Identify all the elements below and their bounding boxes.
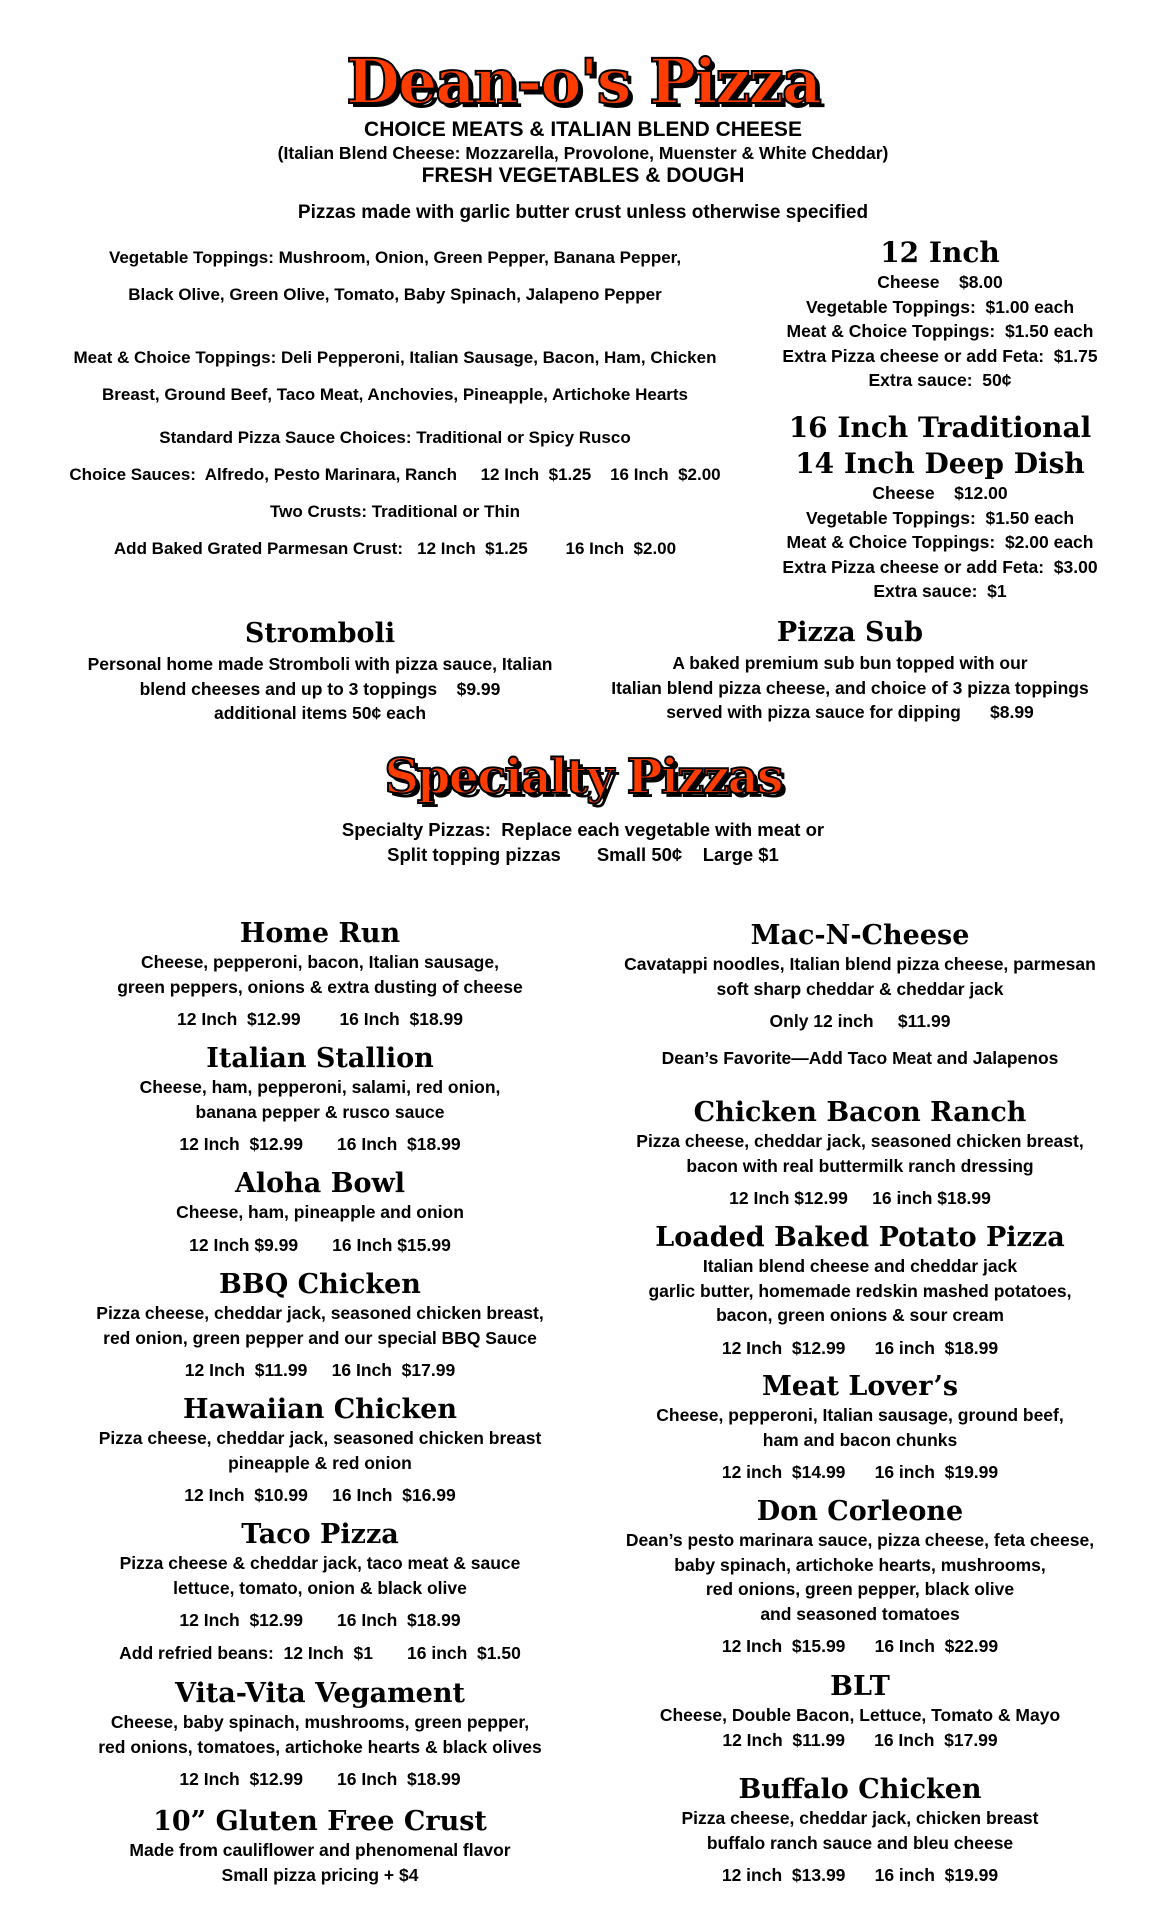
item-title: Mac-N-Cheese	[750, 920, 970, 951]
logo: Dean-o's Pizza	[346, 45, 820, 118]
item-price-line: Add refried beans: 12 Inch $1 16 inch $1.50	[119, 1642, 521, 1663]
item-desc-line: and seasoned tomatoes	[760, 1603, 960, 1624]
size-12-title: 12 Inch	[880, 236, 1000, 269]
stromboli-line: additional items 50¢ each	[213, 703, 427, 723]
item-price-line: 12 Inch $10.99 16 Inch $16.99	[184, 1485, 456, 1505]
item-desc	[590, 1254, 1130, 1360]
left-item	[60, 1394, 580, 1508]
right-item	[590, 1671, 1130, 1752]
left-item	[60, 1806, 580, 1887]
item-title: Chicken Bacon Ranch	[693, 1097, 1027, 1128]
left-item	[60, 1043, 580, 1157]
item-price-line: 12 inch $14.99 16 inch $19.99	[721, 1462, 999, 1482]
item-title: Aloha Bowl	[234, 1168, 406, 1199]
item-desc	[60, 1838, 580, 1887]
item-title: Home Run	[239, 918, 401, 949]
item-title: 10” Gluten Free Crust	[153, 1806, 487, 1837]
specialty-note-line: Specialty Pizzas: Replace each vegetable with meat or	[341, 819, 825, 840]
item-title: BLT	[830, 1671, 890, 1702]
item-desc-line: Cheese, pepperoni, bacon, Italian sausage,	[141, 952, 499, 972]
item-title: Italian Stallion	[206, 1043, 434, 1074]
item-price-line: 12 Inch $12.99 16 Inch $18.99	[179, 1610, 461, 1630]
stromboli-line: blend cheeses and up to 3 toppings $9.99	[139, 678, 501, 699]
item-title: Buffalo Chicken	[738, 1774, 982, 1805]
size-14-deep-title: 14 Inch Deep Dish	[795, 447, 1085, 480]
size-16-title: 16 Inch Traditional	[788, 411, 1092, 444]
header-line-4: Pizzas made with garlic butter crust unless otherwise specified	[297, 202, 869, 223]
item-desc-line: Cheese, pepperoni, Italian sausage, ground beef,	[656, 1405, 1064, 1425]
size-16-line: Extra sauce: $1	[873, 581, 1007, 601]
item-desc-line: ham and bacon chunks	[762, 1429, 958, 1450]
item-price-line: 12 Inch $12.99 16 inch $18.99	[721, 1337, 999, 1358]
pizza-sub-title: Pizza Sub	[776, 617, 924, 648]
item-price-line: 12 Inch $12.99 16 Inch $18.99	[179, 1134, 461, 1154]
item-desc-line: Cavatappi noodles, Italian blend pizza cheese, parmesan	[624, 954, 1096, 974]
left-item	[60, 1269, 580, 1383]
item-desc	[590, 1403, 1130, 1485]
item-desc	[60, 1075, 580, 1157]
pizza-sub-desc	[580, 651, 1120, 725]
left-item	[60, 1519, 580, 1665]
item-desc-line: bacon, green onions & sour cream	[716, 1305, 1004, 1325]
item-desc-line: lettuce, tomato, onion & black olive	[173, 1577, 467, 1598]
item-desc	[590, 952, 1130, 1070]
toppings-line: Choice Sauces: Alfredo, Pesto Marinara, Ranch 12 Inch $1.25 16 Inch $2.00	[69, 465, 721, 484]
item-desc-line: Cheese, ham, pineapple and onion	[176, 1202, 464, 1222]
stromboli-line: Personal home made Stromboli with pizza sauce, Italian	[87, 654, 553, 674]
specialty-pizzas-logo: Specialty Pizzas	[384, 749, 782, 805]
right-item	[590, 1222, 1130, 1360]
item-desc-line: Cheese, ham, pepperoni, salami, red onion,	[139, 1077, 501, 1097]
toppings-line: Add Baked Grated Parmesan Crust: 12 Inch $1.25 16 Inch $2.00	[113, 539, 677, 558]
left-item	[60, 1168, 580, 1257]
item-desc	[60, 950, 580, 1032]
toppings-line: Breast, Ground Beef, Taco Meat, Anchovies, Pineapple, Artichoke Hearts	[101, 385, 689, 404]
right-item	[590, 1774, 1130, 1888]
item-desc-line: baby spinach, artichoke hearts, mushrooms,	[674, 1554, 1046, 1575]
item-title: Meat Lover’s	[761, 1371, 959, 1402]
size-12-list	[740, 270, 1140, 393]
item-desc	[590, 1528, 1130, 1659]
item-title: Taco Pizza	[241, 1519, 399, 1550]
item-desc-line: red onions, tomatoes, artichoke hearts & black olives	[98, 1736, 542, 1757]
size-12-line: Extra sauce: 50¢	[868, 370, 1012, 390]
item-price-line: 12 Inch $9.99 16 Inch $15.99	[189, 1234, 451, 1255]
item-price-line: 12 Inch $11.99 16 Inch $17.99	[722, 1729, 998, 1750]
item-desc-line: Cheese, Double Bacon, Lettuce, Tomato & Mayo	[659, 1705, 1061, 1725]
toppings-line: Standard Pizza Sauce Choices: Traditional or Spicy Rusco	[159, 428, 631, 447]
size-12-line: Cheese $8.00	[877, 272, 1003, 292]
item-desc-line: green peppers, onions & extra dusting of cheese	[117, 976, 523, 997]
item-title: Vita-Vita Vegament	[175, 1678, 465, 1709]
pizza-sub-line: served with pizza sauce for dipping $8.99	[666, 702, 1034, 722]
size-16-line: Meat & Choice Toppings: $2.00 each	[786, 532, 1094, 552]
item-desc-line: banana pepper & rusco sauce	[195, 1101, 445, 1122]
item-desc-line: red onion, green pepper and our special BBQ Sauce	[103, 1327, 537, 1348]
size-12-line: Extra Pizza cheese or add Feta: $1.75	[782, 345, 1098, 366]
item-desc-line: buffalo ranch sauce and bleu cheese	[706, 1832, 1014, 1853]
item-desc-line: Small pizza pricing + $4	[221, 1864, 419, 1885]
toppings-block	[40, 246, 750, 561]
item-desc-line: Cheese, baby spinach, mushrooms, green pepper,	[110, 1712, 530, 1732]
item-desc-line: soft sharp cheddar & cheddar jack	[716, 978, 1004, 999]
item-title: Don Corleone	[756, 1496, 964, 1527]
item-price-line: 12 inch $13.99 16 inch $19.99	[721, 1865, 999, 1885]
header-line-1: CHOICE MEATS & ITALIAN BLEND CHEESE	[364, 118, 802, 141]
item-desc	[60, 1710, 580, 1792]
item-desc-line: Pizza cheese, cheddar jack, seasoned chicken breast,	[96, 1303, 544, 1323]
item-price-line: 12 Inch $12.99 16 Inch $18.99	[177, 1009, 463, 1029]
item-desc	[60, 1301, 580, 1383]
right-item	[590, 1371, 1130, 1485]
item-desc-line: Made from cauliflower and phenomenal flavor	[129, 1840, 511, 1860]
size-16-line: Vegetable Toppings: $1.50 each	[805, 507, 1075, 528]
item-price-line: 12 Inch $11.99 16 Inch $17.99	[184, 1360, 456, 1380]
header-line-3: FRESH VEGETABLES & DOUGH	[421, 164, 745, 187]
right-item	[590, 920, 1130, 1070]
item-title: Loaded Baked Potato Pizza	[655, 1222, 1065, 1253]
pizza-sub-line: A baked premium sub bun topped with our	[672, 653, 1028, 673]
right-item	[590, 1097, 1130, 1211]
left-item	[60, 1678, 580, 1792]
item-desc	[60, 1551, 580, 1665]
right-item	[590, 1496, 1130, 1659]
item-desc	[60, 1426, 580, 1508]
item-desc-line: red onions, green pepper, black olive	[705, 1579, 1015, 1599]
item-desc	[590, 1703, 1130, 1752]
stromboli-desc	[60, 652, 580, 726]
item-desc	[590, 1806, 1130, 1888]
stromboli-title: Stromboli	[244, 618, 396, 649]
item-title: Hawaiian Chicken	[182, 1394, 458, 1425]
header-line-2: (Italian Blend Cheese: Mozzarella, Provolone, Muenster & White Cheddar)	[277, 143, 889, 163]
size-16-line: Extra Pizza cheese or add Feta: $3.00	[782, 556, 1098, 577]
size-16-list	[740, 481, 1140, 604]
item-desc-line: Pizza cheese & cheddar jack, taco meat & sauce	[119, 1553, 521, 1573]
item-price-line: Only 12 inch $11.99	[769, 1011, 951, 1031]
toppings-line: Two Crusts: Traditional or Thin	[270, 502, 520, 521]
toppings-line: Meat & Choice Toppings: Deli Pepperoni, Italian Sausage, Bacon, Ham, Chicken	[73, 348, 717, 367]
item-desc-line: bacon with real buttermilk ranch dressing	[686, 1155, 1034, 1176]
item-desc-line: Dean’s pesto marinara sauce, pizza cheese, feta cheese,	[625, 1530, 1095, 1550]
item-desc-line: garlic butter, homemade redskin mashed potatoes,	[648, 1280, 1072, 1301]
size-12-line: Vegetable Toppings: $1.00 each	[805, 296, 1075, 317]
item-price-line: 12 Inch $12.99 16 inch $18.99	[729, 1188, 991, 1208]
toppings-line: Vegetable Toppings: Mushroom, Onion, Green Pepper, Banana Pepper,	[108, 248, 682, 267]
specialty-note-line: Split topping pizzas Small 50¢ Large $1	[387, 843, 779, 865]
item-price-line: 12 Inch $12.99 16 Inch $18.99	[179, 1769, 461, 1789]
item-price-line: Dean’s Favorite—Add Taco Meat and Jalapenos	[661, 1047, 1059, 1068]
toppings-line: Black Olive, Green Olive, Tomato, Baby Spinach, Jalapeno Pepper	[128, 285, 662, 304]
item-title: BBQ Chicken	[219, 1269, 421, 1300]
item-desc	[60, 1200, 580, 1257]
pizza-sub-line: Italian blend pizza cheese, and choice of 3 pizza toppings	[611, 677, 1089, 698]
item-desc-line: Pizza cheese, cheddar jack, seasoned chicken breast,	[636, 1131, 1084, 1151]
item-desc-line: Pizza cheese, cheddar jack, seasoned chicken breast	[98, 1428, 542, 1448]
item-desc-line: Italian blend cheese and cheddar jack	[702, 1256, 1018, 1276]
item-desc	[590, 1129, 1130, 1211]
size-16-line: Cheese $12.00	[872, 483, 1008, 503]
item-price-line: 12 Inch $15.99 16 Inch $22.99	[721, 1636, 999, 1656]
item-desc-line: Pizza cheese, cheddar jack, chicken breast	[681, 1808, 1039, 1828]
specialty-note	[0, 818, 1166, 867]
size-12-line: Meat & Choice Toppings: $1.50 each	[786, 321, 1094, 341]
left-item	[60, 918, 580, 1032]
item-desc-line: pineapple & red onion	[228, 1452, 412, 1473]
